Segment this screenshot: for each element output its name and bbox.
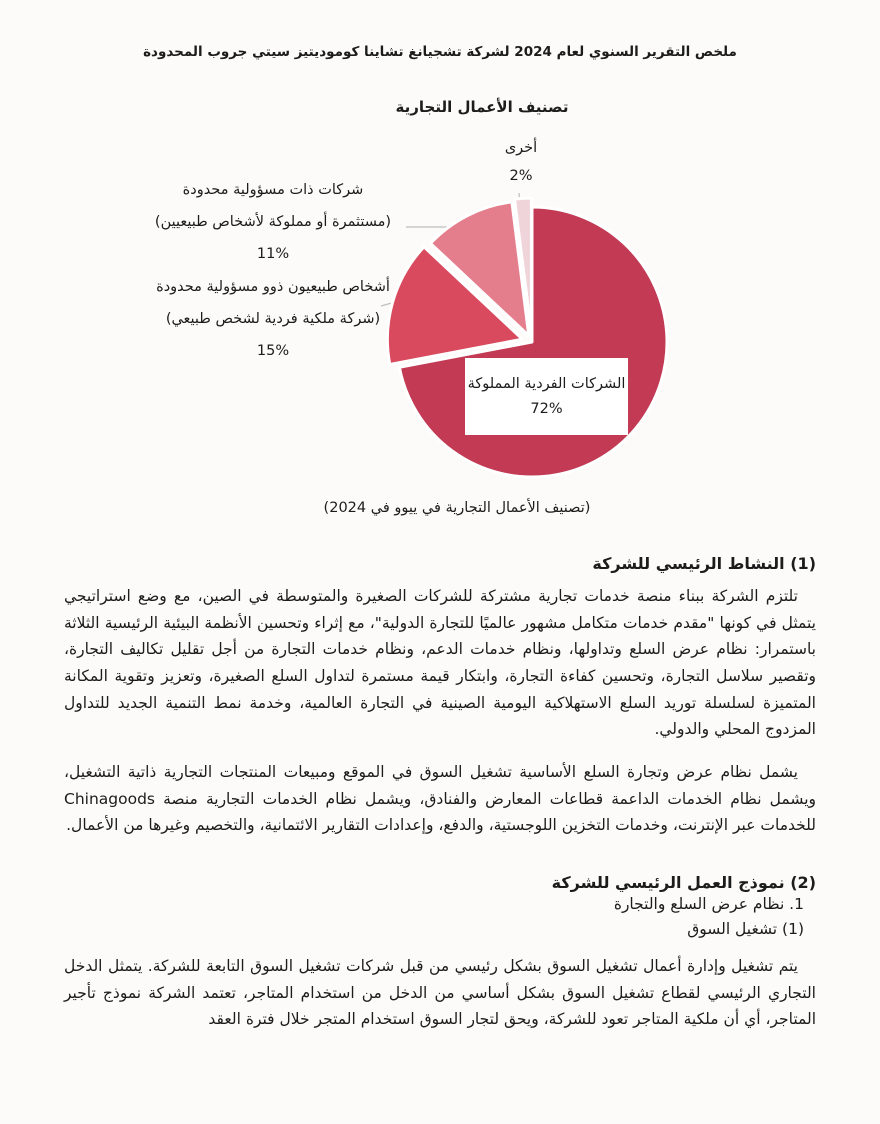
pie-slices-group [387, 198, 667, 477]
pie-label-llc-value: 11% [256, 246, 290, 262]
pie-label-other-name: أخرى [504, 140, 538, 156]
pie-label-natural-subname: (شركة ملكية فردية لشخص طبيعي) [165, 311, 381, 327]
pie-callout-sole-proprietorships [465, 358, 628, 435]
chart-caption: (تصنيف الأعمال التجارية في ييوو في 2024) [323, 500, 591, 516]
pie-label-natural [130, 271, 416, 367]
document-body [64, 554, 816, 1033]
section-2-item-1: 1. نظام عرض السلع والتجارة [613, 894, 804, 913]
pie-callout-value: 72% [530, 401, 563, 417]
pie-label-llc [130, 174, 416, 270]
pie-label-llc-subname: (مستثمرة أو مملوكة لأشخاص طبيعيين) [154, 214, 392, 230]
section-1-heading: (1) النشاط الرئيسي للشركة [592, 554, 816, 573]
pie-label-other-value: 2% [509, 168, 533, 184]
business-classification-chart [0, 90, 880, 542]
pie-label-llc-name: شركات ذات مسؤولية محدودة [182, 182, 364, 198]
pie-label-natural-name: أشخاص طبيعيون ذوو مسؤولية محدودة [156, 279, 390, 295]
pie-label-other [469, 134, 573, 190]
section-2-paragraph-1: يتم تشغيل وإدارة أعمال تشغيل السوق بشكل رئيسي من قبل شركات تشغيل السوق التابعة للشركة. يتمثل الدخل التجاري الرئيسي لقطاع تشغيل السوق بشكل أساسي من الدخل من استخدام المتاجر، تعتمد الشركة نموذج تأجير المتاجر، أي أن ملكية المتاجر تعود للشركة، ويحق لتجار السوق استخدام المتجر خلال فترة العقد [64, 957, 816, 1029]
section-1-paragraph-1: تلتزم الشركة ببناء منصة خدمات تجارية مشتركة للشركات الصغيرة والمتوسطة في الصين، مع وضع استراتيجي يتمثل في كونها "مقدم خدمات متكامل مشهور عالميًا للتجارة الدولية"، مع إثراء وتحسين الأنظمة البيئية الرئيسية الثلاثة باستمرار: نظام عرض السلع وتداولها، ونظام خدمات الدعم، ونظام خدمات التجارة من أجل تقليل تكاليف التجارة، وتقصير سلاسل التجارة، وتحسين كفاءة التجارة، وابتكار قيمة مستمرة لتداول السلع الصغيرة، وتعزيز وتقوية المكانة المتميزة لسلسلة توريد السلع الاستهلاكية اليومية الصينية في التجارة العالمية، وخدمة نمط التنمية الجديد للتداول المزدوج المحلي والدولي. [64, 587, 816, 739]
chart-title: تصنيف الأعمال التجارية [395, 98, 569, 116]
section-2-heading: (2) نموذج العمل الرئيسي للشركة [551, 872, 816, 892]
pie-callout-name: الشركات الفردية المملوكة [467, 376, 626, 392]
document-title: ملخص التقرير السنوي لعام 2024 لشركة تشجيانغ تشاينا كوموديتيز سيتي جروب المحدودة [143, 44, 737, 60]
section-2-subitem-1: (1) تشغيل السوق [687, 920, 804, 939]
pie-label-natural-value: 15% [256, 343, 290, 359]
section-1-paragraph-2: يشمل نظام عرض وتجارة السلع الأساسية تشغيل السوق في الموقع ومبيعات المنتجات التجارية ذاتية التشغيل، ويشمل نظام الخدمات الداعمة قطاعات المعارض والفنادق، ويشمل نظام الخدمات التجارية منصة Chinagoods للخدمات عبر الإنترنت، وخدمات التخزين اللوجستية، والدفع، وإعدادات التقارير الائتمانية، والتخصيم وغيرها من الأعمال. [64, 762, 816, 835]
